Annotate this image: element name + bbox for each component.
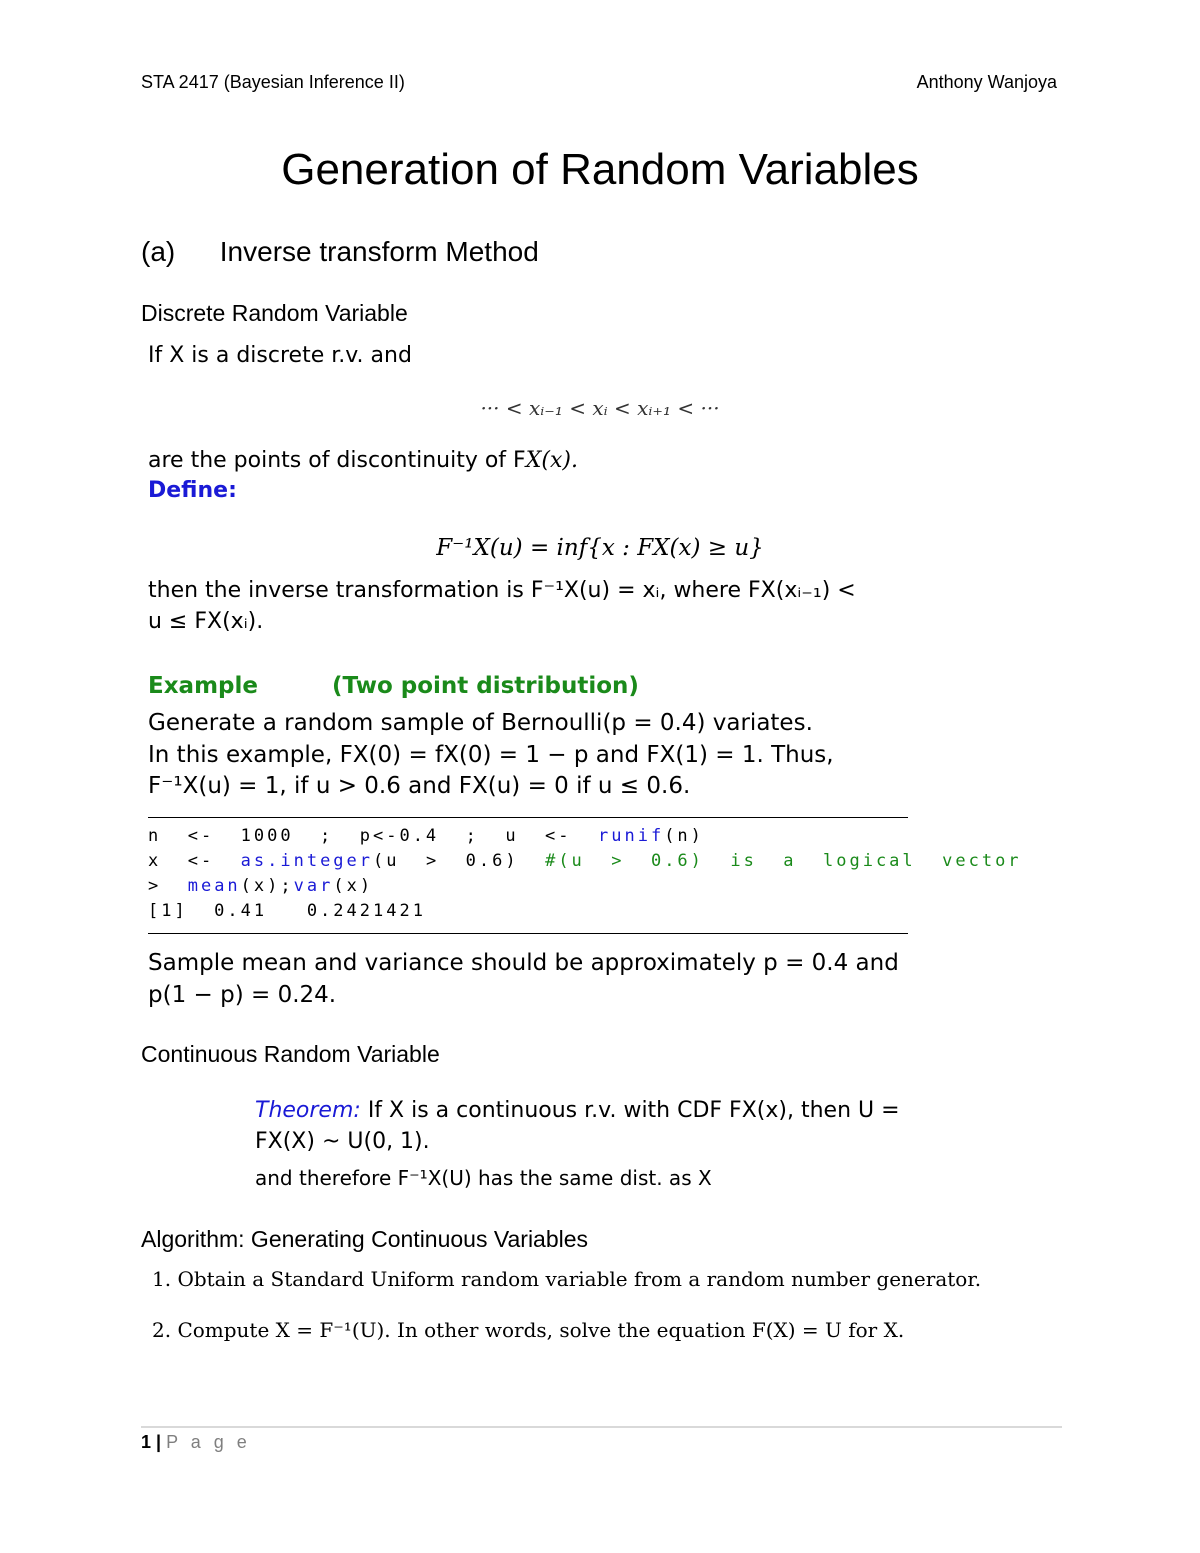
example-line2: In this example, FX(0) = fX(0) = 1 − p and FX(1) = 1. Thus,	[148, 742, 834, 768]
section-a-label: (a)	[141, 236, 176, 267]
example-label: Example	[148, 673, 258, 699]
inverse-then-line2: u ≤ FX(xᵢ).	[148, 609, 264, 634]
header-course: STA 2417 (Bayesian Inference II)	[141, 72, 405, 92]
section-a-title: Inverse transform Method	[219, 236, 539, 267]
example-line3: F⁻¹X(u) = 1, if u > 0.6 and FX(u) = 0 if u ≤ 0.6.	[148, 773, 691, 799]
continuous-heading: Continuous Random Variable	[141, 1041, 440, 1067]
code-line-3: > mean(x);var(x)	[148, 876, 374, 896]
example-line1: Generate a random sample of Bernoulli(p = 0.4) variates.	[148, 710, 813, 736]
theorem-line1: Theorem: If X is a continuous r.v. with CDF FX(x), then U =	[255, 1098, 900, 1123]
discrete-heading: Discrete Random Variable	[141, 300, 408, 326]
code-line-1: n <- 1000 ; p<-0.4 ; u <- runif(n)	[148, 826, 704, 846]
code-bottom-rule	[148, 933, 908, 934]
algorithm-step-2: 2. Compute X = F⁻¹(U). In other words, solve the equation F(X) = U for X.	[152, 1318, 905, 1342]
footer-rule	[141, 1426, 1062, 1428]
define-label: Define:	[148, 478, 237, 503]
discrete-intro: If X is a discrete r.v. and	[148, 343, 412, 368]
section-a-heading	[141, 236, 539, 268]
page-number: 1	[141, 1432, 152, 1452]
sample-text-line1: Sample mean and variance should be approximately p = 0.4 and	[148, 950, 899, 976]
page-title: Generation of Random Variables	[281, 145, 919, 194]
example-subtitle: (Two point distribution)	[332, 673, 639, 699]
page-footer	[141, 1432, 251, 1453]
discrete-points-line: are the points of discontinuity of FX(x).	[148, 448, 578, 473]
theorem-label: Theorem:	[255, 1098, 361, 1123]
theorem-line3: and therefore F⁻¹X(U) has the same dist. as X	[255, 1166, 712, 1190]
code-output: [1] 0.41 0.2421421	[148, 901, 426, 921]
discrete-sequence: ··· < xᵢ₋₁ < xᵢ < xᵢ₊₁ < ···	[480, 396, 720, 420]
code-top-rule	[148, 817, 908, 818]
page-word: P a g e	[166, 1432, 251, 1452]
code-line-2: x <- as.integer(u > 0.6) #(u > 0.6) is a logical vector	[148, 851, 1022, 871]
example-heading	[148, 673, 639, 699]
footer-separator: |	[156, 1432, 162, 1452]
algorithm-step-1: 1. Obtain a Standard Uniform random variable from a random number generator.	[152, 1267, 982, 1291]
theorem-line2: FX(X) ~ U(0, 1).	[255, 1129, 430, 1154]
sample-text-line2: p(1 − p) = 0.24.	[148, 982, 337, 1008]
algorithm-heading: Algorithm: Generating Continuous Variables	[141, 1226, 589, 1252]
inverse-then-line1: then the inverse transformation is F⁻¹X(u) = xᵢ, where FX(xᵢ₋₁) <	[148, 578, 856, 603]
header-author: Anthony Wanjoya	[916, 72, 1057, 92]
inverse-definition: F⁻¹X(u) = inf{x : FX(x) ≥ u}	[436, 535, 764, 561]
